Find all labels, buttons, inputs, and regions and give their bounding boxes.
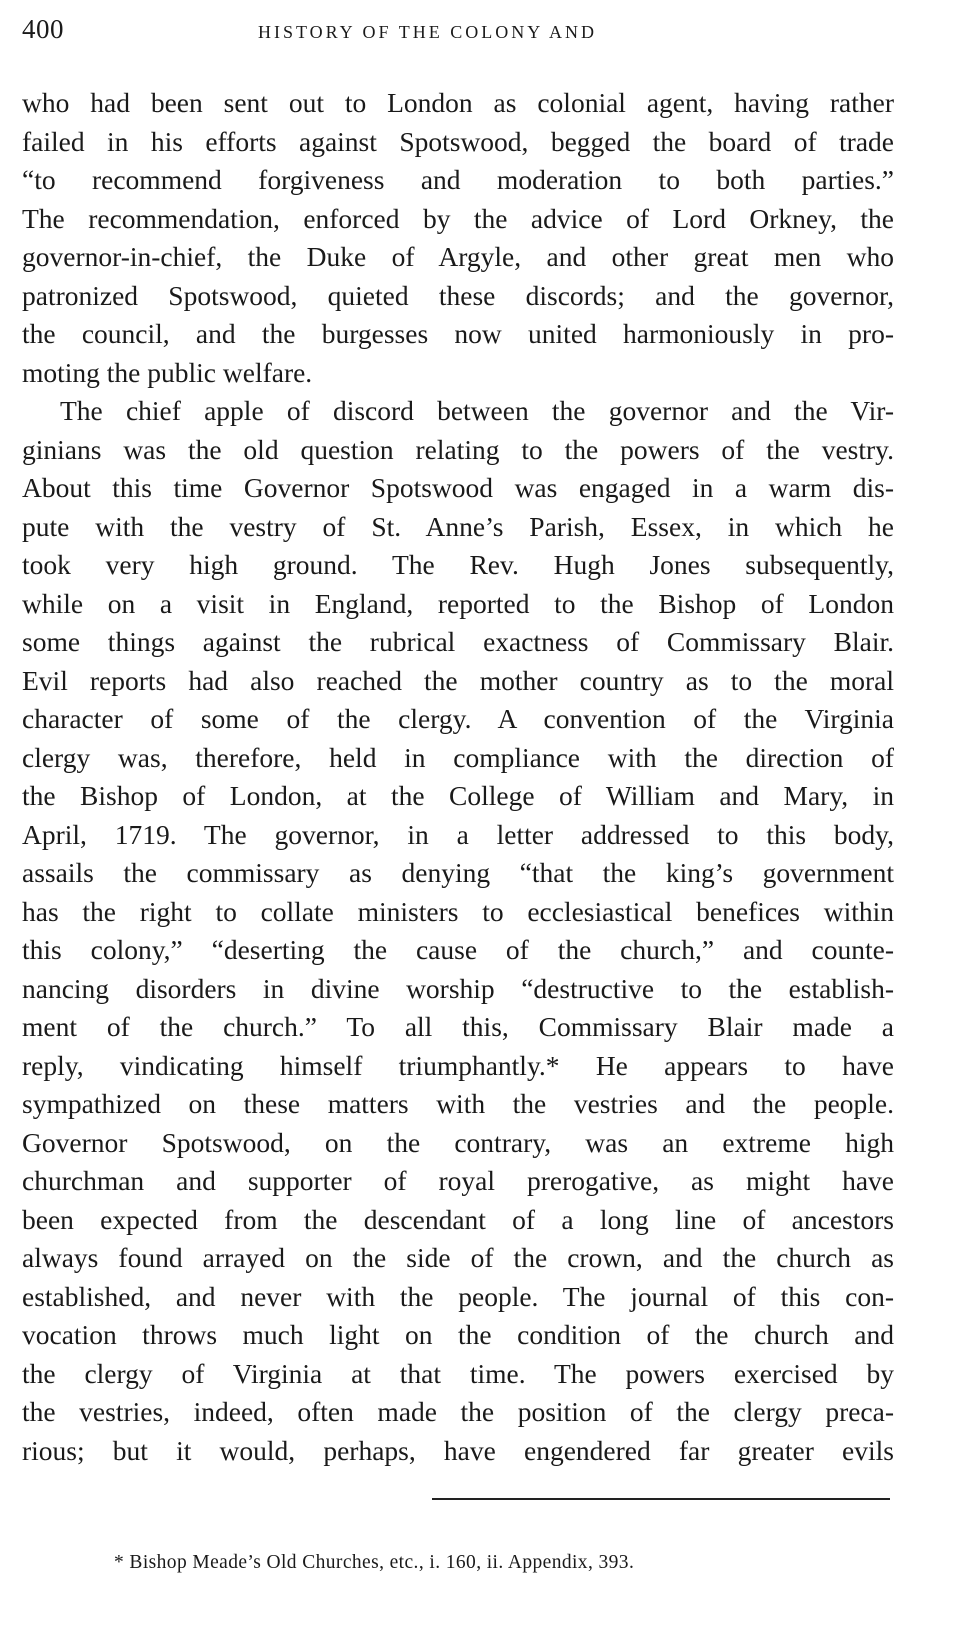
running-head <box>22 14 902 54</box>
text-line: the vestries, indeed, often made the position of the clergy preca- <box>22 1396 894 1427</box>
text-line: the Bishop of London, at the College of William and Mary, in <box>22 780 894 811</box>
text-line: who had been sent out to London as colonial agent, having rather <box>22 87 894 118</box>
text-line: moting the public welfare. <box>22 356 313 388</box>
text-line: failed in his efforts against Spotswood, begged the board of trade <box>22 125 894 157</box>
text-line: clergy was, therefore, held in compliance with the direction of <box>22 741 894 773</box>
text-line: ginians was the old question relating to the powers of the vestry. <box>22 433 894 465</box>
text-line: The chief apple of discord between the governor and the Vir- <box>60 395 894 426</box>
text-line: been expected from the descendant of a long line of ancestors <box>22 1203 894 1235</box>
text-line: ment of the church.” To all this, Commissary Blair made a <box>22 1011 894 1042</box>
text-line: “to recommend forgiveness and moderation to both parties.” <box>22 164 894 195</box>
text-line: reply, vindicating himself triumphantly.* He appears to have <box>22 1049 894 1081</box>
text-line: Evil reports had also reached the mother country as to the moral <box>22 664 894 696</box>
text-line: some things against the rubrical exactness of Commissary Blair. <box>22 626 894 657</box>
page-number: 400 <box>22 14 64 44</box>
text-line: sympathized on these matters with the vestries and the people. <box>22 1088 894 1119</box>
text-line: The recommendation, enforced by the advice of Lord Orkney, the <box>22 202 894 234</box>
text-line: the clergy of Virginia at that time. The powers exercised by <box>22 1357 894 1389</box>
body-text <box>22 84 894 1470</box>
text-line: the council, and the burgesses now united harmoniously in pro- <box>22 318 894 349</box>
text-line: About this time Governor Spotswood was engaged in a warm dis- <box>22 472 894 503</box>
text-line: churchman and supporter of royal prerogative, as might have <box>22 1165 894 1196</box>
text-line: assails the commissary as denying “that the king’s government <box>22 857 894 888</box>
text-line: vocation throws much light on the condition of the church and <box>22 1319 894 1350</box>
footnote-divider <box>432 1498 890 1500</box>
text-line: rious; but it would, perhaps, have engendered far greater evils <box>22 1434 894 1466</box>
text-line: while on a visit in England, reported to the Bishop of London <box>22 587 894 619</box>
text-line: has the right to collate ministers to ecclesiastical benefices within <box>22 895 894 927</box>
text-line: established, and never with the people. The journal of this con- <box>22 1280 894 1312</box>
paragraph <box>22 392 894 1470</box>
text-line: pute with the vestry of St. Anne’s Parish, Essex, in which he <box>22 510 894 542</box>
text-line: nancing disorders in divine worship “destructive to the establish- <box>22 972 894 1004</box>
footnote: * Bishop Meade’s Old Churches, etc., i. 160, ii. Appendix, 393. <box>114 1552 635 1573</box>
text-line: April, 1719. The governor, in a letter addressed to this body, <box>22 818 894 850</box>
text-line: patronized Spotswood, quieted these discords; and the governor, <box>22 279 894 311</box>
text-line: always found arrayed on the side of the crown, and the church as <box>22 1242 894 1273</box>
running-title: HISTORY OF THE COLONY AND <box>258 22 598 42</box>
text-line: took very high ground. The Rev. Hugh Jones subsequently, <box>22 549 894 580</box>
text-line: this colony,” “deserting the cause of the church,” and counte- <box>22 934 894 965</box>
paragraph <box>22 84 894 392</box>
text-line: Governor Spotswood, on the contrary, was an extreme high <box>22 1126 894 1158</box>
text-line: character of some of the clergy. A convention of the Virginia <box>22 703 894 734</box>
text-line: governor-in-chief, the Duke of Argyle, and other great men who <box>22 241 894 272</box>
